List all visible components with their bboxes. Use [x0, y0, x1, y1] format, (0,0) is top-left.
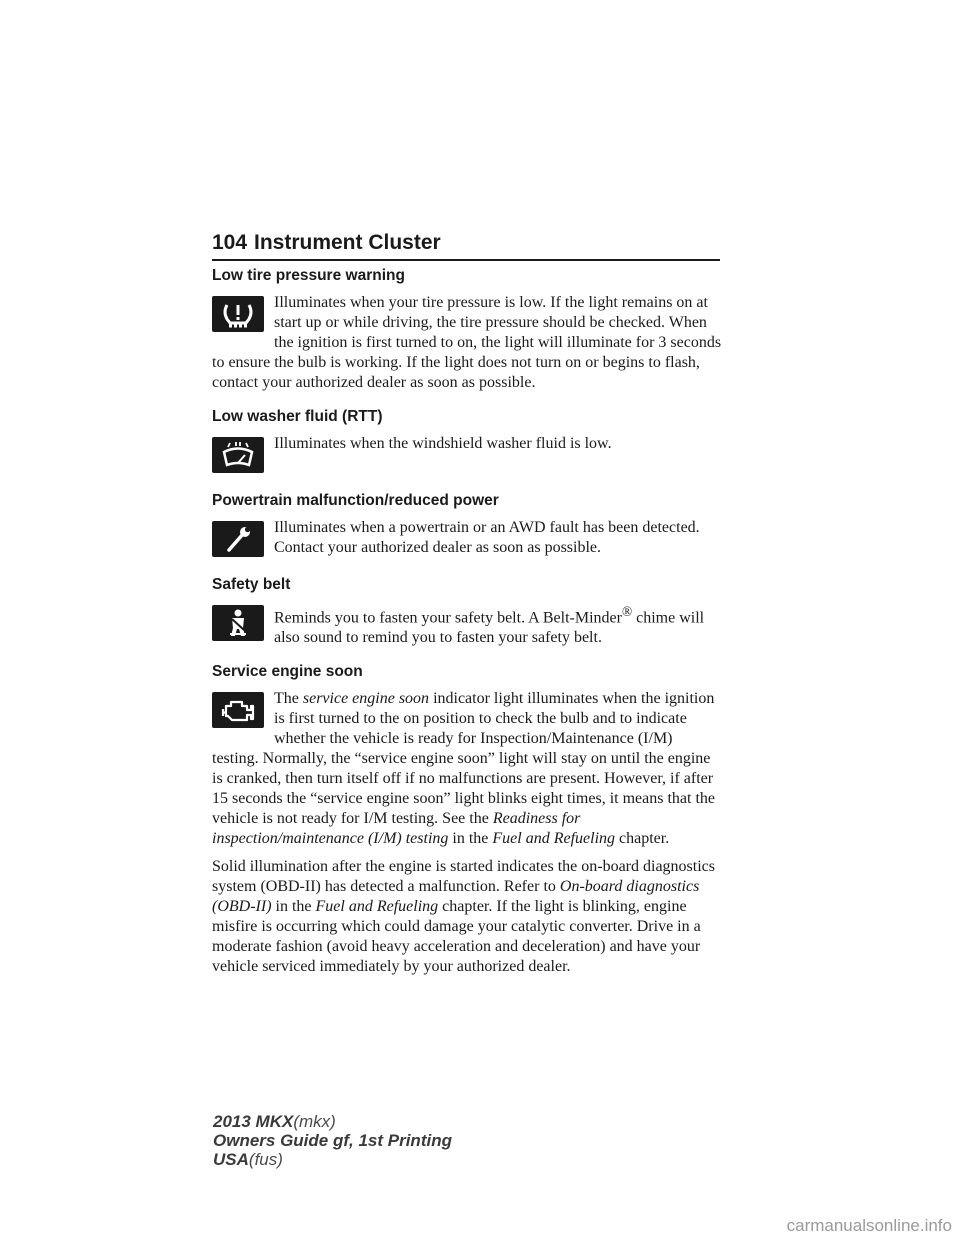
- chapter-title: Instrument Cluster: [254, 231, 441, 254]
- footer-model-code: (mkx): [293, 1112, 336, 1131]
- text-run: in the: [448, 830, 493, 848]
- text-run: Fuel and Refueling: [315, 898, 439, 916]
- section-title: Low tire pressure warning: [212, 267, 405, 284]
- text-run: The: [274, 690, 303, 708]
- section-title: Service engine soon: [212, 663, 363, 681]
- belt-text-pre: Reminds you to fasten your safety belt. A Belt-Minder: [274, 609, 622, 627]
- page-header: [212, 231, 720, 261]
- safety-belt-icon: [212, 605, 264, 641]
- text-run: chapter. If the light is blinking, engine misfire is occurring which could damage your catalytic converter. Drive in a moderate fashion (avoid heavy acceleration and deceleration) and have your vehicle serviced immediately by your authorized dealer.: [212, 898, 701, 976]
- text-run: in the: [271, 898, 316, 916]
- wrench-icon: [212, 521, 264, 557]
- tire-pressure-icon: [212, 296, 264, 332]
- footer-model: 2013 MKX: [213, 1112, 294, 1131]
- section-title: Safety belt: [212, 576, 291, 593]
- section-title: Low washer fluid (RTT): [212, 408, 383, 425]
- section-safety-belt: [212, 575, 722, 648]
- footer-region: USA: [213, 1150, 249, 1169]
- belt-text-post: chime will also sound to remind you to fasten your safety belt.: [274, 609, 705, 647]
- engine-icon: [212, 692, 264, 728]
- section-title: Powertrain malfunction/reduced power: [212, 492, 499, 509]
- footer-guide: Owners Guide gf, 1st Printing: [213, 1131, 452, 1150]
- watermark: carmanualsonline.info: [786, 1216, 952, 1235]
- section-service-engine: [212, 662, 722, 977]
- footer-region-code: (fus): [248, 1150, 283, 1169]
- washer-fluid-icon: [212, 437, 264, 473]
- engine-paragraph-2: [212, 857, 722, 977]
- footer-line-2: [213, 1131, 452, 1150]
- section-body: [212, 602, 722, 648]
- text-run: service engine soon: [302, 690, 430, 708]
- text-run: Fuel and Refueling: [492, 830, 616, 848]
- footer-line-1: [213, 1112, 452, 1131]
- section-body: Illuminates when the windshield washer fluid is low.: [274, 435, 612, 452]
- page-content: [212, 266, 722, 991]
- section-body: Illuminates when your tire pressure is low. If the light remains on at start up or while driving, the tire pressure should be checked. When the ignition is first turned to on, the light will illuminate for 3 seconds to ensure the bulb is working. If the light does not turn on or begins to flash, contact your authorized dealer as soon as possible.: [212, 294, 722, 391]
- text-run: Readiness for inspection/maintenance (I/M) testing: [212, 810, 581, 848]
- section-powertrain: [212, 491, 722, 561]
- section-body: Illuminates when a powertrain or an AWD fault has been detected. Contact your authorized dealer as soon as possible.: [274, 519, 700, 556]
- footer-line-3: [213, 1150, 452, 1169]
- section-tire-pressure: [212, 266, 722, 393]
- registered-mark: ®: [621, 604, 633, 619]
- engine-paragraph-1: [212, 689, 722, 849]
- document-footer: [213, 1112, 452, 1169]
- page-number: 104: [212, 231, 248, 254]
- section-washer-fluid: [212, 407, 722, 477]
- text-run: On-board diagnostics (OBD-II): [212, 878, 700, 916]
- text-run: Solid illumination after the engine is started indicates the on-board diagnostics system (OBD-II) has detected a malfunction. Refer to: [212, 858, 715, 896]
- text-run: chapter.: [615, 830, 670, 848]
- text-run: indicator light illuminates when the ignition is first turned to the on position to check the bulb and to indicate whether the vehicle is ready for Inspection/Maintenance (I/M) testing. Normally, the “service engine soon” light will stay on until the engine is cranked, then turn itself off if no malfunctions are present. However, if after 15 seconds the “service engine soon” light blinks eight times, it means that the vehicle is not ready for I/M testing. See the: [212, 690, 715, 828]
